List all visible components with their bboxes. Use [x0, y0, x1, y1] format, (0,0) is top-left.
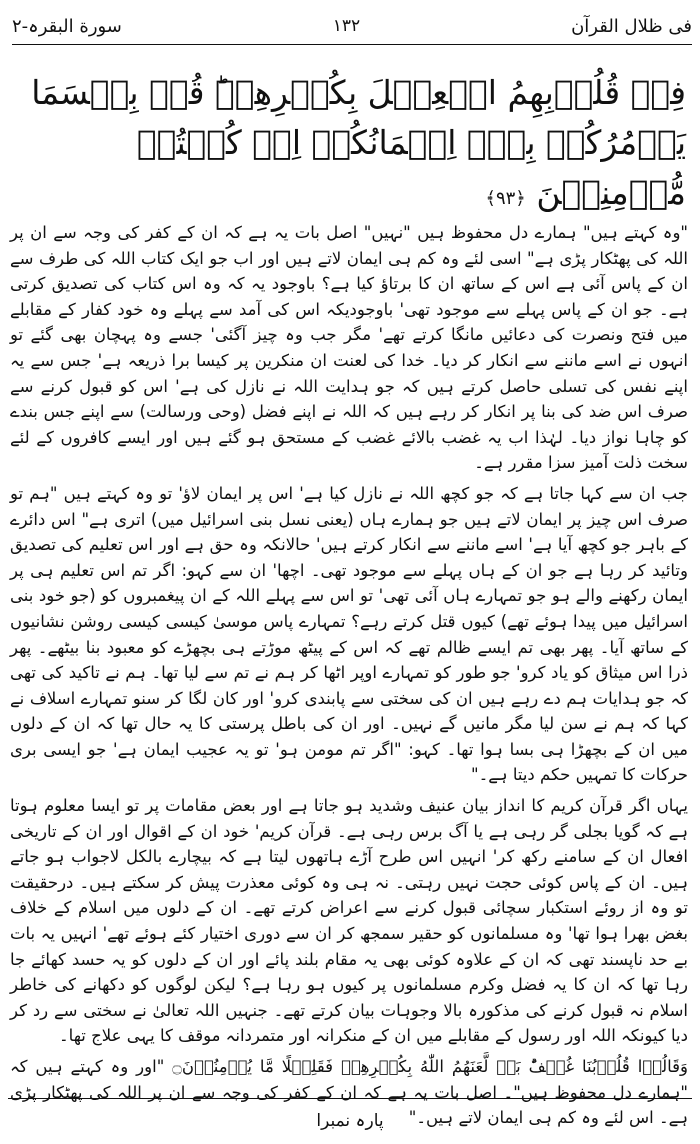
paragraph: "وہ کہتے ہیں" ہمارے دل محفوظ ہیں "نہیں" اصل بات یہ ہے کہ ان کے کفر کی وجہ سے ان پر اللہ کی پھٹکار پڑی ہے" اسی لئے وہ کم ہی ایمان لاتے ہیں اور اب جو ایک کتاب اللہ کی طرف سے ان کے پاس آئی ہے اس کے ساتھ ان کا برتاؤ کیا ہے؟ باوجود یہ کہ وہ اس کتاب کی تصدیق کرتی ہے۔ جو ان کے پاس پہلے سے موجود تھی' باوجودیکہ اس کی آمد سے پہلے وہ خود کفار کے مقابلے میں فتح ونصرت کی دعائیں مانگا کرتے تھے' مگر جب وہ چیز آگئی' جسے وہ پہچان بھی گئے تو انہوں نے اسے ماننے سے انکار کر دیا۔ خدا کی لعنت ان منکرین پر کیسا برا ذریعہ ہے' جس سے یہ اپنے نفس کی تسلی حاصل کرتے ہیں کہ جو ہدایت اللہ نے نازل کی ہے' اس کو قبول کرنے سے صرف اس ضد کی بنا پر انکار کر رہے ہیں کہ اللہ نے اپنے فضل (وحی ورسالت) سے اپنے جس بندے کو چاہا نواز دیا۔ لہٰذا اب یہ غضب بالائے غضب کے مستحق ہو گئے ہیں اور ایسے کافروں کے لئے سخت ذلت آمیز سزا مقرر ہے۔ — [10, 223, 688, 473]
quran-verse — [20, 68, 686, 224]
paragraph: یہاں اگر قرآن کریم کا انداز بیان عنیف وشدید ہو جاتا ہے اور بعض مقامات پر تو ایسا معلوم ہوتا ہے کہ گویا بجلی گر رہی ہے یا آگ برس رہی ہے۔ قرآن کریم' خود ان کے اقوال اور ان کے تاریخی افعال ان کے سامنے رکھ کر' انہیں اس طرح آڑے ہاتھوں لیتا ہے کہ بیچارے بالکل لاجواب ہو جاتے ہیں۔ ان کے پاس کوئی حجت نہیں رہتی۔ نہ ہی وہ کوئی معذرت پیش کر سکتے ہیں۔ درحقیقت تو وہ از روئے استکبار سچائی قبول کرنے سے اعراض کرتے تھے۔ ان کے دلوں میں اسلام کے خلاف بغض بھرا ہوا تھا' وہ مسلمانوں کو حقیر سمجھ کر ان سے دوری اختیار کئے ہوئے تھے' انہیں یہ بات بے حد ناپسند تھی کہ ان کے علاوہ کوئی بھی یہ مقام بلند پائے اور ان کے دلوں کو یہ حسد کھائے جا رہا تھا کہ ان کا یہ فضل وکرم مسلمانوں پر کیوں ہو رہا ہے؟ لیکن لوگوں کو دکھانے کی خاطر اسلام نہ قبول کرنے کی مذکورہ بالا وجوہات بیان کرتے تھے۔ جنہیں اللہ تعالیٰ نے سختی سے رد کر دیا کیونکہ اللہ اور رسول کے مقابلے میں ان کے منکرانہ اور متمردانہ موقف کا یہی علاج تھا۔ — [10, 796, 688, 1046]
commentary-body — [10, 220, 688, 1136]
surah-label: سورة البقرہ-۲ — [12, 15, 122, 37]
page-number: ۱۳۲ — [332, 16, 361, 36]
closing-verse: وَقَالُوۡا قُلُوۡبُنَا غُلۡفٌ‌ؕ بَلۡ لَّعَنَهُمُ اللّٰهُ بِکُفۡرِهِمۡ فَقَلِيۡلًا مَّا يُؤۡمِنُوۡنَ۝ — [172, 1057, 688, 1076]
paragraph: جب ان سے کہا جاتا ہے کہ جو کچھ اللہ نے نازل کیا ہے' اس پر ایمان لاؤ' تو وہ کہتے ہیں "ہم تو صرف اس چیز پر ایمان لاتے ہیں جو ہمارے ہاں (یعنی نسل بنی اسرائیل میں) اتری ہے" اس دائرے کے باہر جو کچھ آیا ہے' اسے ماننے سے انکار کرتے ہیں' حالانکہ وہ حق ہے اور اس تعلیم کی تصدیق وتائید کر رہا ہے جو ان کے ہاں پہلے سے موجود تھی۔ اچھا' ان سے کہو: اگر تم اس تعلیم ہی پر ایمان رکھنے والے ہو جو تمہارے ہاں آئی تھی' تو اس سے پہلے اللہ کے ان پیغمبروں کو (جو خود بنی اسرائیل میں پیدا ہوئے تھے) کیوں قتل کرتے رہے؟ تمہارے پاس موسیٰ کیسی کیسی روشن نشانیوں کے ساتھ آیا۔ پھر بھی تم ایسے ظالم تھے کہ اس کے پیٹھ موڑتے ہی بچھڑے کو معبود بنا بیٹھے۔ پھر ذرا اس میثاق کو یاد کرو' جو طور کو تمہارے اوپر اٹھا کر ہم نے تم سے لیا تھا۔ ہم نے تاکید کی تھی کہ جو ہدایات ہم دے رہے ہیں ان کی سختی سے پابندی کرو' اور کان لگا کر سنو تمہارے اسلاف نے کہا کہ ہم نے سن لیا مگر مانیں گے نہیں۔ اور ان کی باطل پرستی کا یہ حال تھا کہ ان کے دلوں میں ان کے بچھڑا ہی بسا ہوا تھا۔ کہو: "اگر تم مومن ہو' تو یہ عجیب ایمان ہے' جو ایسی بری حرکات کا تمہیں حکم دیتا ہے۔" — [10, 483, 688, 785]
closing-translation: "اور وہ کہتے ہیں کہ "ہمارے دل محفوظ ہیں"۔ اصل بات یہ ہے کہ ان کے کفر کی وجہ سے ان پر اللہ کی پھٹکار پڑی ہے۔ اس لئے وہ کم ہی ایمان لاتے ہیں۔" — [10, 1057, 688, 1128]
para-label: پارہ نمبرا — [316, 1111, 384, 1131]
book-title: فی ظلال القرآن — [571, 15, 692, 37]
page-header — [12, 8, 692, 45]
verse-text: فِىۡ قُلُوۡبِهِمُ الۡعِجۡلَ بِكُفۡرِهِمۡ‌ؕ قُلۡ بِئۡسَمَا يَاۡمُرُكُمۡ بِهٖۤ اِيۡمَانُكُمۡ اِنۡ كُنۡتُمۡ مُّؤۡمِنِيۡنَ — [31, 73, 686, 212]
footer-divider — [8, 1098, 692, 1099]
ayah-marker: ﴿۹۳﴾ — [485, 188, 526, 209]
